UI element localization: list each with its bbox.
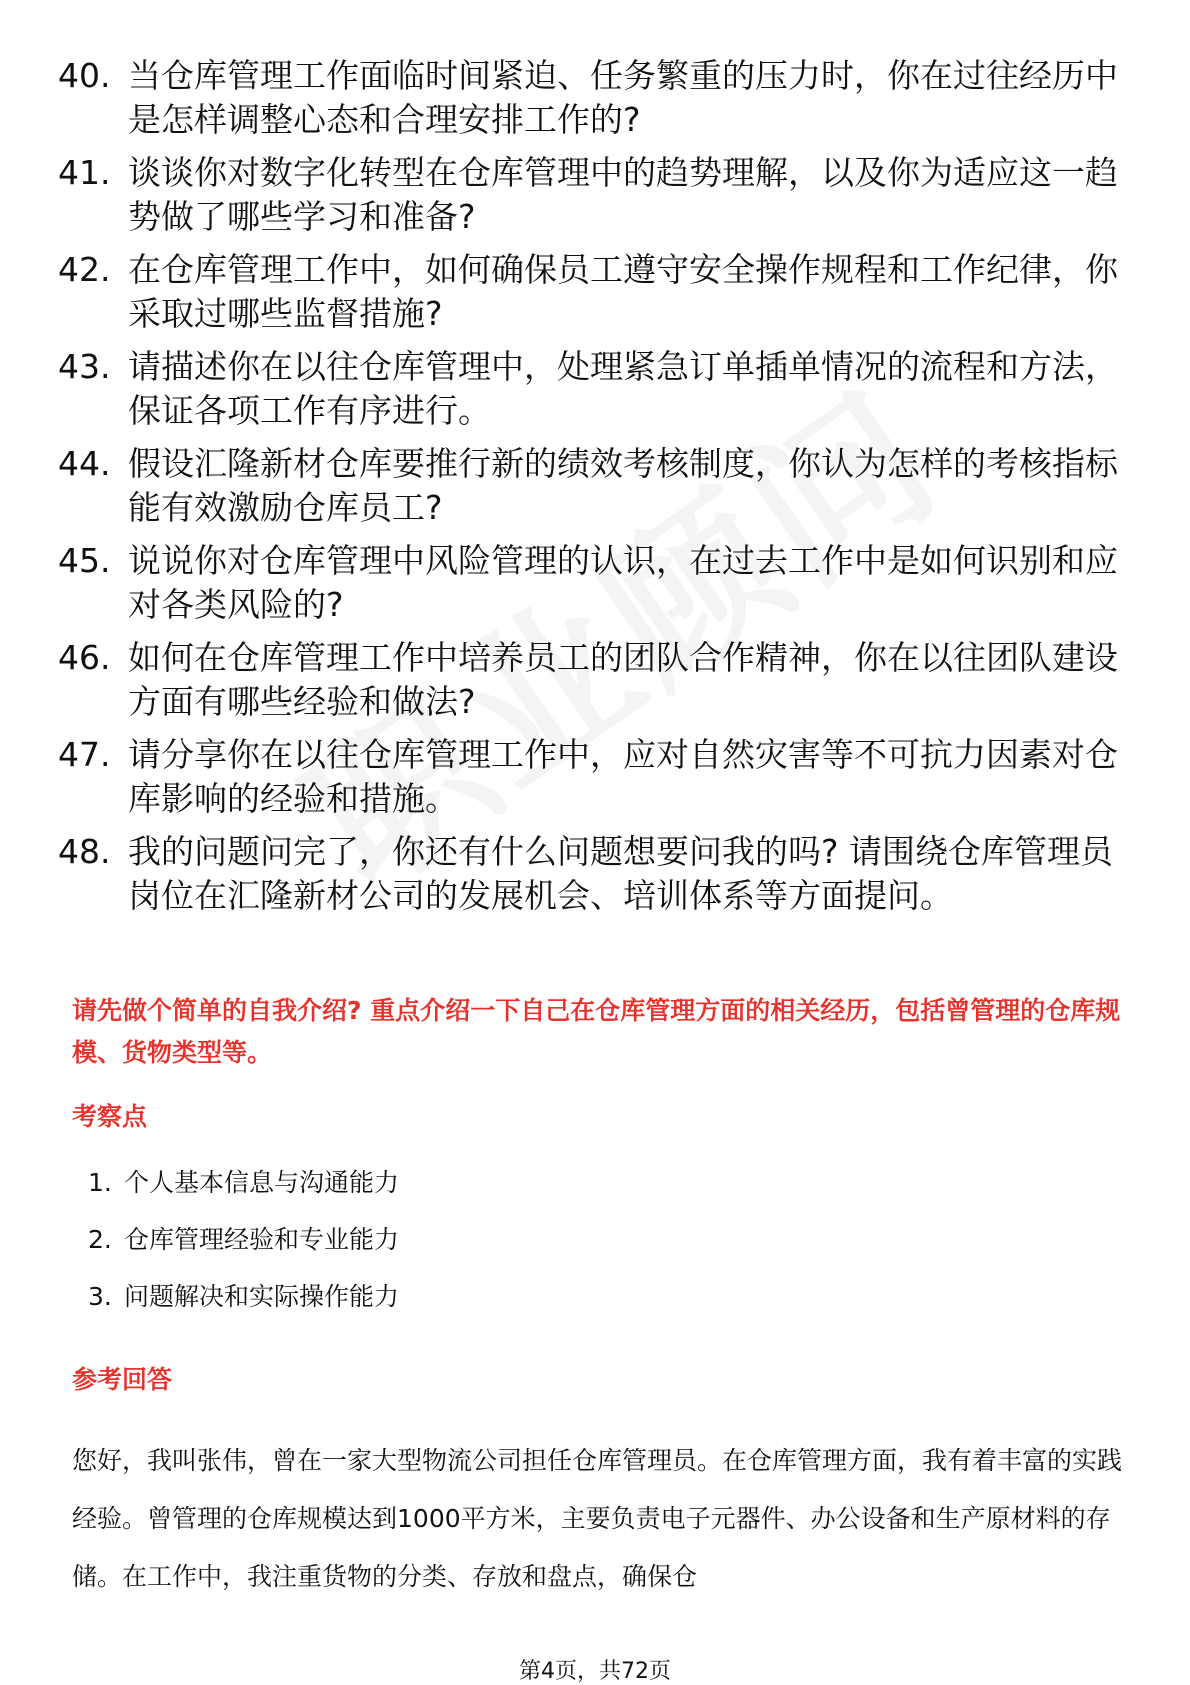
question-number: 40. bbox=[58, 56, 111, 95]
question-item bbox=[58, 248, 1118, 336]
question-number: 46. bbox=[58, 638, 111, 677]
highlighted-question: 请先做个简单的自我介绍? 重点介绍一下自己在仓库管理方面的相关经历，包括曾管理的仓库规模、货物类型等。 bbox=[72, 996, 1121, 1067]
question-item bbox=[58, 830, 1118, 918]
question-number: 45. bbox=[58, 541, 111, 580]
question-item bbox=[58, 539, 1118, 627]
assessment-title: 考察点 bbox=[72, 1102, 148, 1131]
question-number: 48. bbox=[58, 832, 111, 871]
question-text: 假设汇隆新材仓库要推行新的绩效考核制度，你认为怎样的考核指标能有效激励仓库员工? bbox=[128, 444, 1118, 527]
question-item bbox=[58, 54, 1118, 142]
question-number: 41. bbox=[58, 153, 111, 192]
question-text: 谈谈你对数字化转型在仓库管理中的趋势理解，以及你为适应这一趋势做了哪些学习和准备? bbox=[128, 153, 1118, 236]
question-text: 请描述你在以往仓库管理中，处理紧急订单插单情况的流程和方法，保证各项工作有序进行。 bbox=[128, 347, 1118, 430]
question-item bbox=[58, 442, 1118, 530]
point-number: 1. bbox=[88, 1168, 112, 1197]
question-text: 我的问题问完了，你还有什么问题想要问我的吗? 请围绕仓库管理员岗位在汇隆新材公司的发展机会、培训体系等方面提问。 bbox=[128, 832, 1114, 915]
question-item bbox=[58, 733, 1118, 821]
question-text: 说说你对仓库管理中风险管理的认识，在过去工作中是如何识别和应对各类风险的? bbox=[128, 541, 1118, 624]
question-number: 47. bbox=[58, 735, 111, 774]
question-item bbox=[58, 151, 1118, 239]
point-number: 3. bbox=[88, 1282, 112, 1311]
question-text: 当仓库管理工作面临时间紧迫、任务繁重的压力时，你在过往经历中是怎样调整心态和合理安排工作的? bbox=[128, 56, 1118, 139]
assessment-point-list bbox=[88, 1165, 788, 1336]
point-text: 仓库管理经验和专业能力 bbox=[124, 1225, 400, 1254]
point-text: 问题解决和实际操作能力 bbox=[124, 1282, 400, 1311]
question-list bbox=[58, 54, 1118, 927]
assessment-point bbox=[88, 1222, 788, 1258]
question-number: 43. bbox=[58, 347, 111, 386]
question-item bbox=[58, 345, 1118, 433]
question-text: 在仓库管理工作中，如何确保员工遵守安全操作规程和工作纪律，你采取过哪些监督措施? bbox=[128, 250, 1118, 333]
reference-answer-text: 您好，我叫张伟，曾在一家大型物流公司担任仓库管理员。在仓库管理方面，我有着丰富的实践经验。曾管理的仓库规模达到1000平方米，主要负责电子元器件、办公设备和生产原材料的存储。在工作中，我注重货物的分类、存放和盘点，确保仓 bbox=[72, 1446, 1123, 1591]
point-text: 个人基本信息与沟通能力 bbox=[124, 1168, 400, 1197]
reference-answer-title: 参考回答 bbox=[72, 1365, 173, 1394]
question-text: 请分享你在以往仓库管理工作中，应对自然灾害等不可抗力因素对仓库影响的经验和措施。 bbox=[128, 735, 1118, 818]
question-number: 42. bbox=[58, 250, 111, 289]
point-number: 2. bbox=[88, 1225, 112, 1254]
question-item bbox=[58, 636, 1118, 724]
question-text: 如何在仓库管理工作中培养员工的团队合作精神，你在以往团队建设方面有哪些经验和做法? bbox=[128, 638, 1118, 721]
assessment-point bbox=[88, 1165, 788, 1201]
assessment-point bbox=[88, 1279, 788, 1315]
question-number: 44. bbox=[58, 444, 111, 483]
page-footer: 第4页，共72页 bbox=[519, 1659, 671, 1684]
